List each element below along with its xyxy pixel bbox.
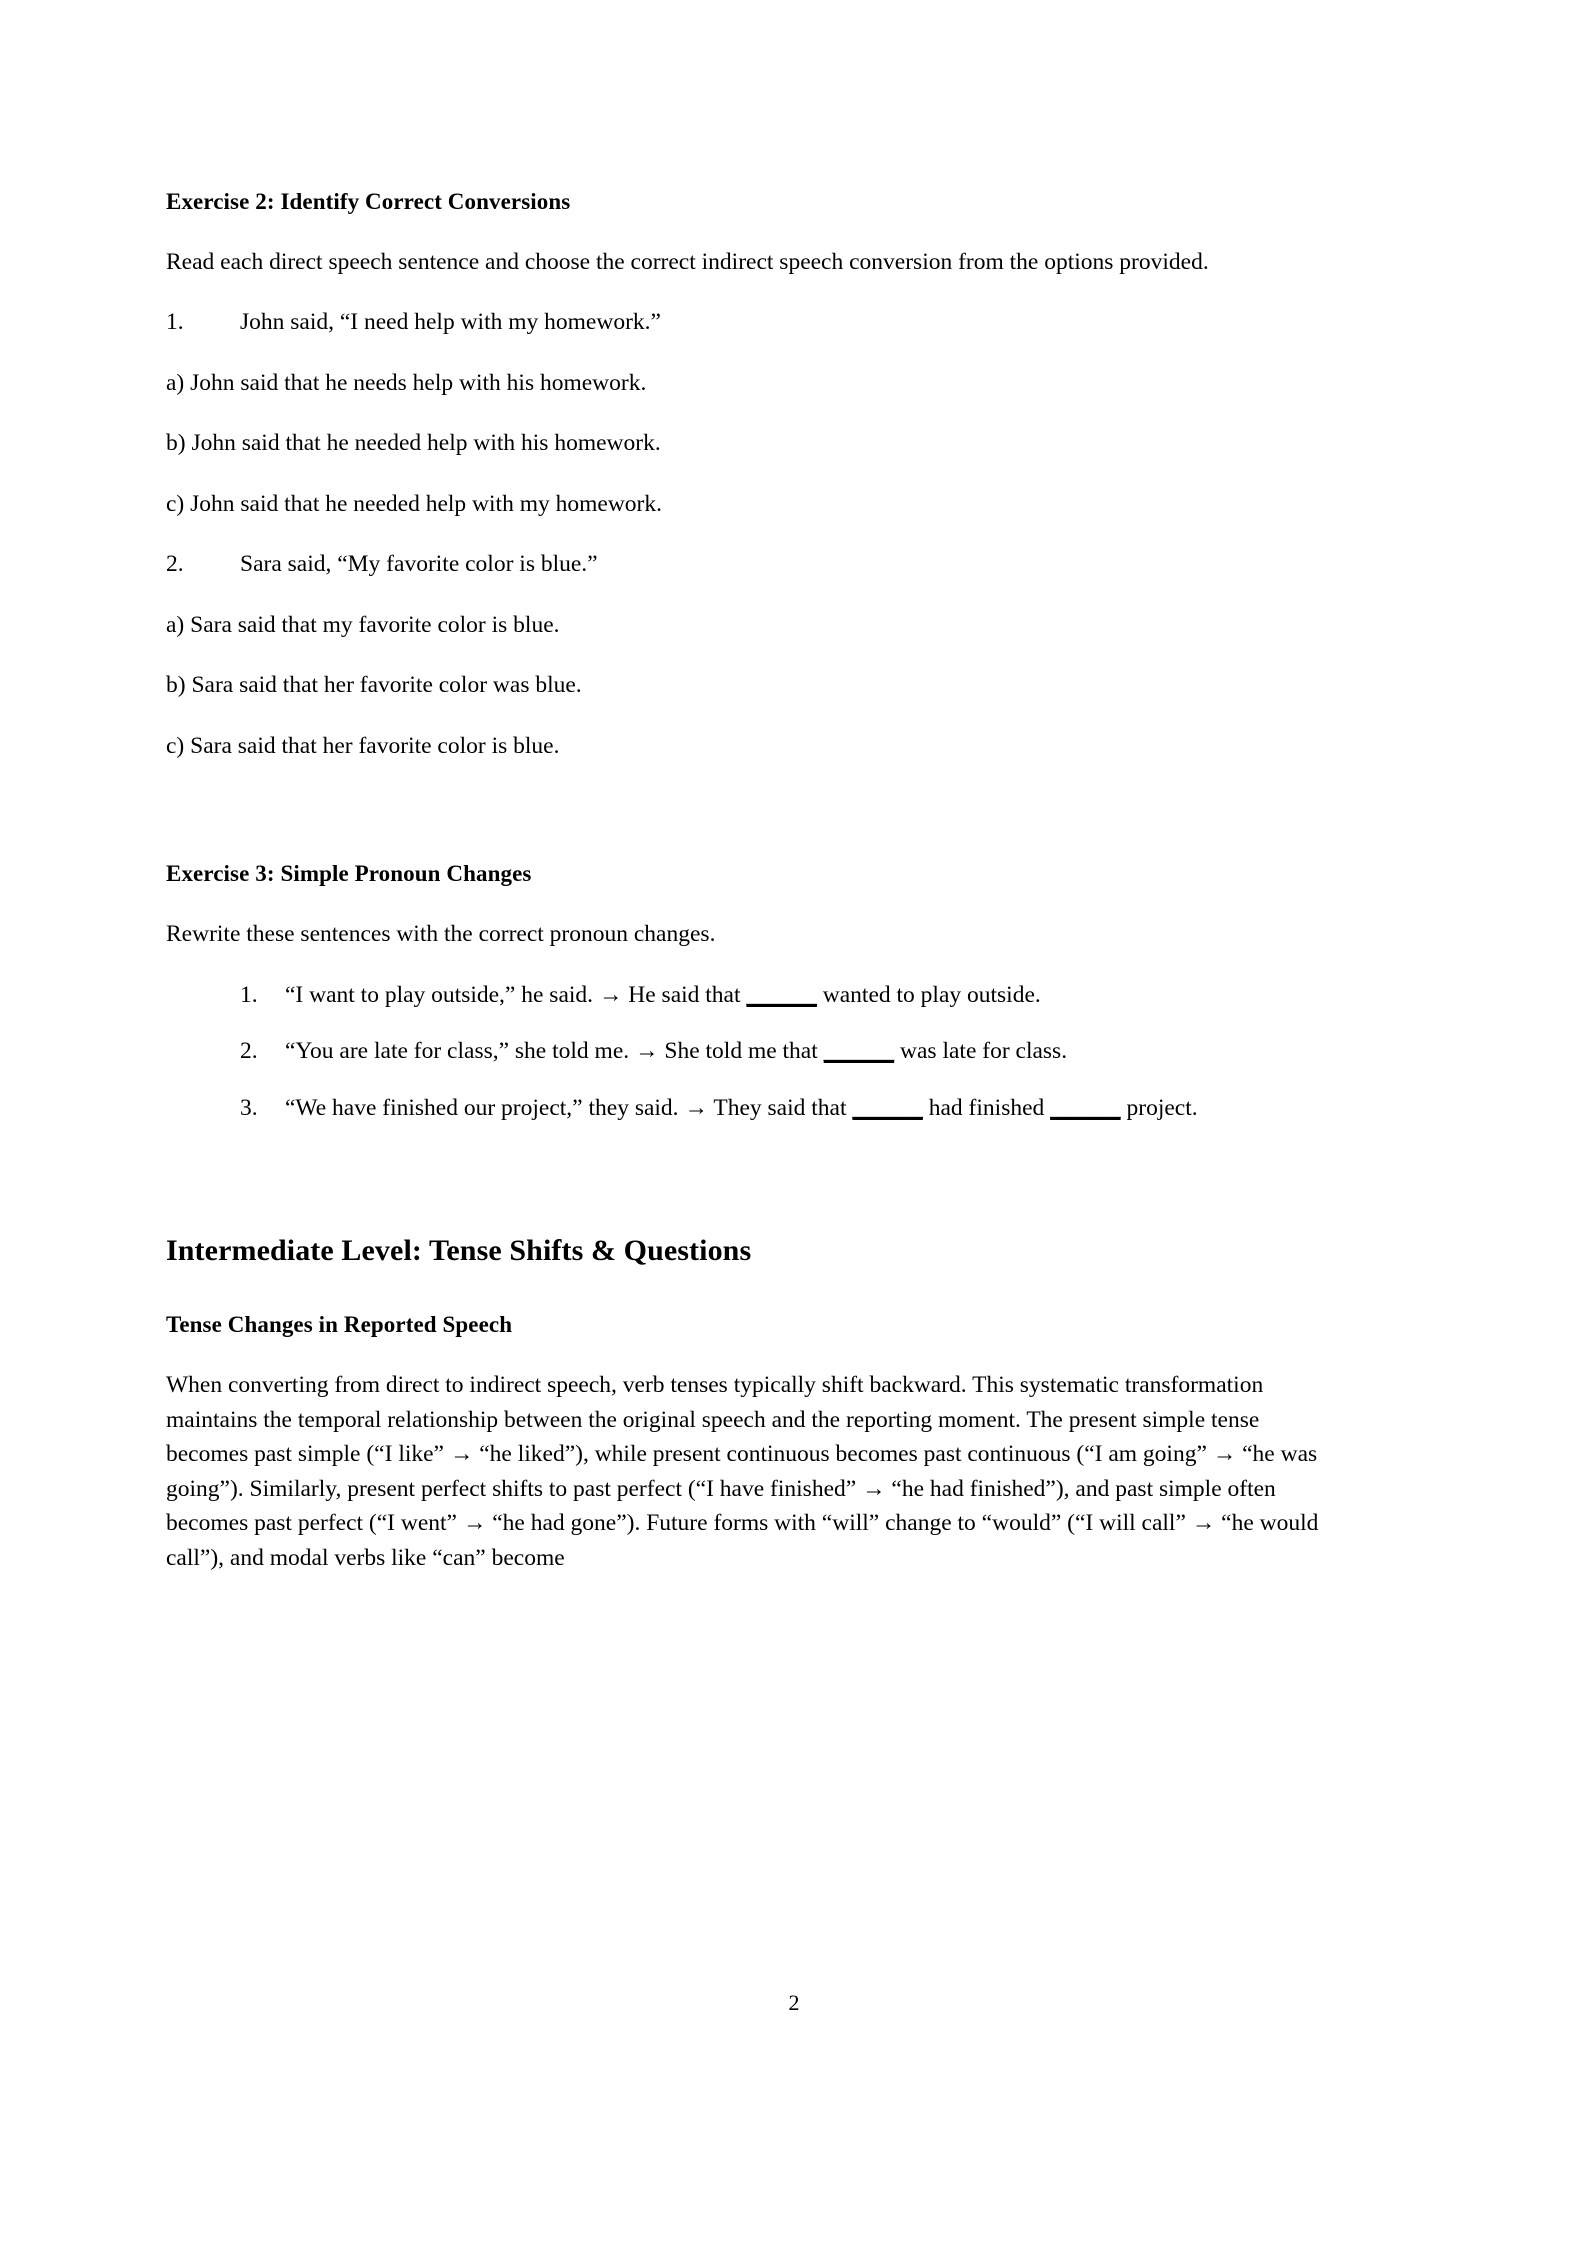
item-text-middle: was late for class. [894, 1038, 1068, 1065]
page-content [166, 186, 1336, 1575]
list-marker: 1. [166, 309, 184, 336]
exercise-3-heading: Exercise 3: Simple Pronoun Changes [166, 861, 532, 887]
exercise-2-question [166, 547, 1336, 582]
page-number: 2 [788, 1990, 800, 2015]
tense-changes-paragraph: When converting from direct to indirect speech, verb tenses typically shift backward. This systematic transformation maintains the temporal relationship between the original speech and the reporting moment. The present simple tense becomes past simple (“I like” → “he liked”), while present continuous becomes past continuous (“I am going” → “he was going”). Similarly, present perfect shifts to past perfect (“I have finished” → “he had finished”), and past simple often becomes past perfect (“I went” → “he had gone”). Future forms with “will” change to “would” (“I will call” → “he would call”), and modal verbs like “can” become [166, 1372, 1319, 1571]
list-marker: 1. [240, 981, 258, 1008]
answer-blank[interactable]: ______ [746, 981, 817, 1008]
item-text-before: “I want to play outside,” he said. → He said that [285, 981, 747, 1008]
question-prompt: Sara said, “My favorite color is blue.” [240, 551, 598, 578]
answer-option: b) John said that he needed help with his homework. [166, 430, 661, 457]
section-spacer [166, 789, 1336, 858]
item-text-middle: had finished [922, 1094, 1051, 1121]
exercise-3-item [166, 978, 1336, 1013]
answer-blank[interactable]: ______ [1050, 1094, 1121, 1121]
answer-blank[interactable]: ______ [852, 1094, 923, 1121]
exercise-2-heading: Exercise 2: Identify Correct Conversions [166, 189, 571, 214]
exercise-3-item [166, 1091, 1336, 1126]
exercise-2-instructions: Read each direct speech sentence and choose the correct indirect speech conversion from the options provided. [166, 248, 1209, 275]
item-text-middle: wanted to play outside. [816, 981, 1041, 1008]
item-text-after: project. [1120, 1094, 1198, 1121]
answer-option: a) John said that he needs help with his homework. [166, 369, 647, 396]
list-marker: 2. [166, 551, 184, 578]
answer-blank[interactable]: ______ [823, 1038, 895, 1065]
answer-option: a) Sara said that my favorite color is blue. [166, 611, 560, 638]
list-marker: 2. [240, 1038, 258, 1065]
tense-changes-subheading: Tense Changes in Reported Speech [166, 1312, 513, 1338]
answer-option: c) Sara said that her favorite color is blue. [166, 732, 560, 759]
answer-option: b) Sara said that her favorite color was blue. [166, 672, 582, 699]
exercise-3-item [166, 1034, 1336, 1069]
question-prompt: John said, “I need help with my homework.” [240, 309, 661, 336]
section-spacer [166, 1147, 1336, 1231]
list-marker: 3. [240, 1094, 258, 1121]
item-text-before: “You are late for class,” she told me. → She told me that [285, 1038, 824, 1065]
answer-option: c) John said that he needed help with my homework. [166, 490, 662, 517]
exercise-2-question [166, 305, 1336, 340]
item-text-before: “We have finished our project,” they said. → They said that [285, 1094, 853, 1121]
intermediate-level-heading: Intermediate Level: Tense Shifts & Questions [166, 1234, 752, 1268]
exercise-3-instructions: Rewrite these sentences with the correct pronoun changes. [166, 921, 716, 948]
